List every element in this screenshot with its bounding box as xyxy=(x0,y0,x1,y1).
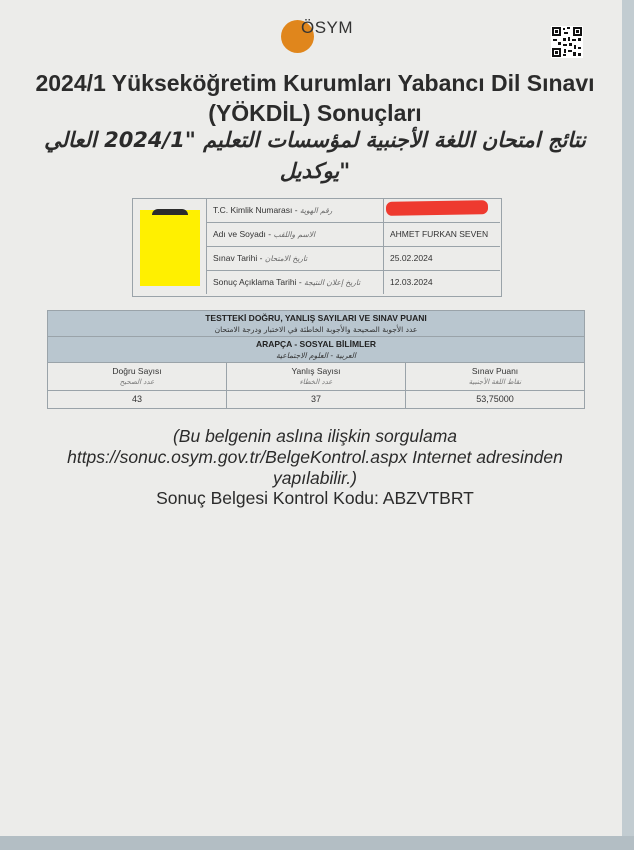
tc-number-redaction xyxy=(386,200,488,216)
info-row-exam-date xyxy=(206,246,500,271)
column-header-arabic: نقاط اللغة الأجنبية xyxy=(468,378,522,386)
info-label xyxy=(206,198,384,222)
column-header xyxy=(48,363,226,391)
column-header-label: Doğru Sayısı xyxy=(112,366,162,376)
info-label xyxy=(206,246,384,270)
info-row-result-date xyxy=(206,270,500,294)
info-label-text: T.C. Kimlik Numarası - xyxy=(213,205,300,215)
info-label-arabic: تاريخ إعلان النتيجة xyxy=(304,278,361,287)
page-title: 2024/1 Yükseköğretim Kurumları Yabancı Dil Sınavı (YÖKDİL) Sonuçları xyxy=(35,70,595,126)
column-header xyxy=(227,363,405,391)
wrong-count-value: 37 xyxy=(227,391,405,408)
info-row-name xyxy=(206,222,500,247)
exam-type-title: ARAPÇA - SOSYAL BİLİMLER xyxy=(255,339,377,349)
background-edge-bottom xyxy=(0,836,634,850)
page-title-arabic: نتائج امتحان اللغة الأجنبية لمؤسسات التعليم "2024/1 العالي "يوكديل xyxy=(44,128,586,183)
score-columns xyxy=(48,363,584,408)
control-code: Sonuç Belgesi Kontrol Kodu: ABZVTBRT xyxy=(156,488,474,508)
verification-note: (Bu belgenin aslına ilişkin sorgulama https://sonuc.osym.gov.tr/BelgeKontrol.aspx Internet adresinden yapılabilir.) xyxy=(67,426,563,488)
score-column-wrong xyxy=(227,363,406,408)
column-header-label: Sınav Puanı xyxy=(471,366,519,376)
exam-score-value: 53,75000 xyxy=(406,391,584,408)
info-value: AHMET FURKAN SEVEN xyxy=(390,229,489,239)
score-section-header xyxy=(48,311,584,337)
info-label-text: Sınav Tarihi - xyxy=(213,253,265,263)
exam-type-header xyxy=(48,337,584,363)
qr-code-icon xyxy=(551,26,583,58)
correct-count-value: 43 xyxy=(48,391,226,408)
info-label-arabic: تاريخ الامتحان xyxy=(264,254,308,263)
osym-logo-text: ÖSYM xyxy=(301,18,354,37)
candidate-photo-hair xyxy=(152,209,188,215)
info-label-text: Adı ve Soyadı - xyxy=(213,229,274,239)
info-value: 25.02.2024 xyxy=(390,253,433,263)
column-header-arabic: عدد الخطاء xyxy=(299,378,333,386)
score-section-title-arabic: عدد الأجوبة الصحيحة والأجوبة الخاطئة في الاختبار ودرجة الامتحان xyxy=(214,325,418,334)
candidate-photo-redacted xyxy=(140,210,200,286)
score-column-correct xyxy=(48,363,227,408)
info-label xyxy=(206,222,384,246)
column-header-arabic: عدد الصحيح xyxy=(119,378,155,386)
background-edge-right xyxy=(622,0,634,850)
score-column-points xyxy=(406,363,584,408)
info-label xyxy=(206,270,384,294)
info-label-arabic: رقم الهوية xyxy=(299,206,333,215)
info-label-text: Sonuç Açıklama Tarihi - xyxy=(213,277,305,287)
column-header xyxy=(406,363,584,391)
info-label-arabic: الاسم واللقب xyxy=(273,230,316,239)
exam-type-title-arabic: العربية - العلوم الاجتماعية xyxy=(276,351,356,360)
column-header-label: Yanlış Sayısı xyxy=(291,366,341,376)
info-value: 12.03.2024 xyxy=(390,277,433,287)
score-table xyxy=(47,310,585,409)
score-section-title: TESTTEKİ DOĞRU, YANLIŞ SAYILARI VE SINAV PUANI xyxy=(205,313,427,323)
